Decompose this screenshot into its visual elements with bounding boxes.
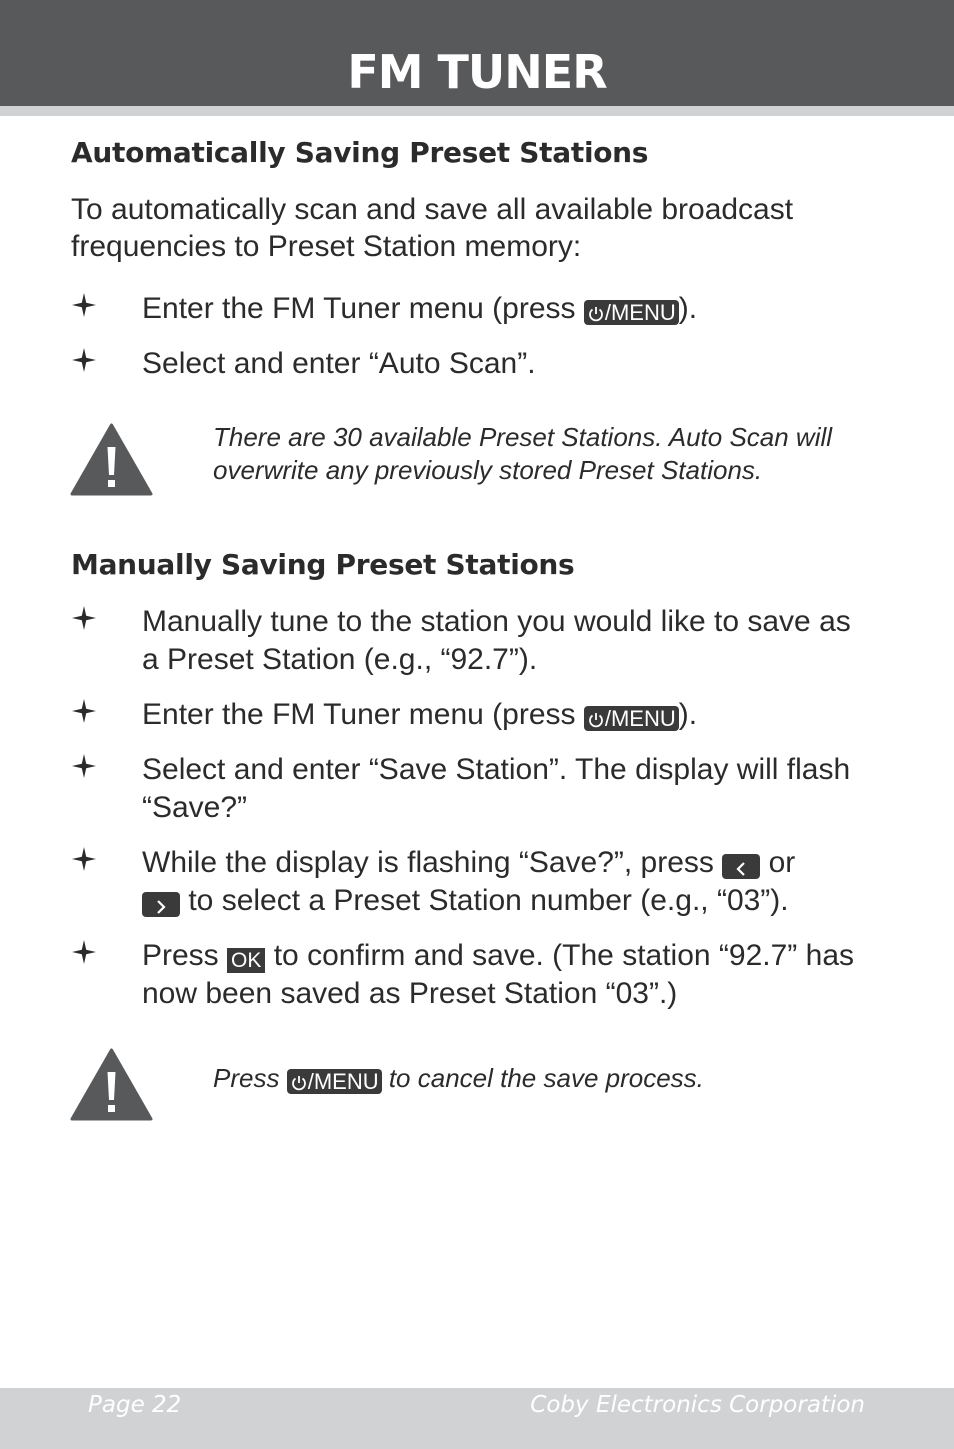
step-text: Enter the FM Tuner menu (press <box>142 292 576 325</box>
cancel-note <box>213 1062 893 1095</box>
step-text: Enter the FM Tuner menu (press <box>142 698 576 731</box>
menu-key-label: /MENU <box>604 706 676 731</box>
step-text: While the display is flashing “Save?”, press <box>142 846 714 879</box>
warning-icon <box>70 1048 153 1121</box>
ok-key: OK <box>227 948 265 973</box>
company-name: Coby Electronics Corporation <box>530 1392 865 1418</box>
left-arrow-icon <box>734 861 748 877</box>
four-point-star-icon <box>71 347 97 373</box>
menu-key-label: /MENU <box>307 1069 379 1094</box>
list-item <box>71 290 871 328</box>
menu-key <box>584 706 679 731</box>
menu-key-label: /MENU <box>604 300 676 325</box>
menu-key <box>287 1069 382 1094</box>
left-key <box>722 854 760 879</box>
list-item <box>71 603 871 679</box>
right-key <box>142 892 180 917</box>
right-arrow-icon <box>154 899 168 915</box>
power-icon <box>587 305 605 323</box>
warning-icon <box>70 423 153 496</box>
header-divider <box>0 106 954 116</box>
step-text-end: to select a Preset Station number (e.g., “03”). <box>188 884 789 917</box>
note-text-end: to cancel the save process. <box>388 1063 704 1093</box>
four-point-star-icon <box>71 939 97 965</box>
step-text: Press <box>142 939 219 972</box>
step-text-end: ). <box>678 292 698 325</box>
four-point-star-icon <box>71 698 97 724</box>
four-point-star-icon <box>71 753 97 779</box>
list-item <box>71 751 871 827</box>
list-item <box>71 696 871 734</box>
step-text-end: ). <box>678 698 698 731</box>
step-text: Manually tune to the station you would like to save as a Preset Station (e.g., “92.7”). <box>142 605 851 676</box>
section-heading-manual: Manually Saving Preset Stations <box>71 548 575 581</box>
list-item <box>71 345 871 383</box>
section-heading-auto: Automatically Saving Preset Stations <box>71 136 649 169</box>
auto-scan-note: There are 30 available Preset Stations. Auto Scan will overwrite any previously stored Preset Stations. <box>213 422 833 485</box>
page-title: FM TUNER <box>347 45 607 99</box>
step-text: Select and enter “Save Station”. The display will flash “Save?” <box>142 753 851 824</box>
step-text-end: to confirm and save. (The station “92.7” has now been saved as Preset Station “03”.) <box>142 939 855 1010</box>
four-point-star-icon <box>71 292 97 318</box>
power-icon <box>290 1074 308 1092</box>
list-item <box>71 937 871 1013</box>
list-item <box>71 844 871 920</box>
four-point-star-icon <box>71 846 97 872</box>
page-number: Page 22 <box>88 1392 182 1418</box>
menu-key <box>584 300 679 325</box>
auto-intro: To automatically scan and save all available broadcast frequencies to Preset Station memory: <box>71 193 794 263</box>
step-text: Select and enter “Auto Scan”. <box>142 347 536 380</box>
note-text: Press <box>213 1063 280 1093</box>
four-point-star-icon <box>71 605 97 631</box>
power-icon <box>587 711 605 729</box>
step-text-or: or <box>768 846 796 879</box>
